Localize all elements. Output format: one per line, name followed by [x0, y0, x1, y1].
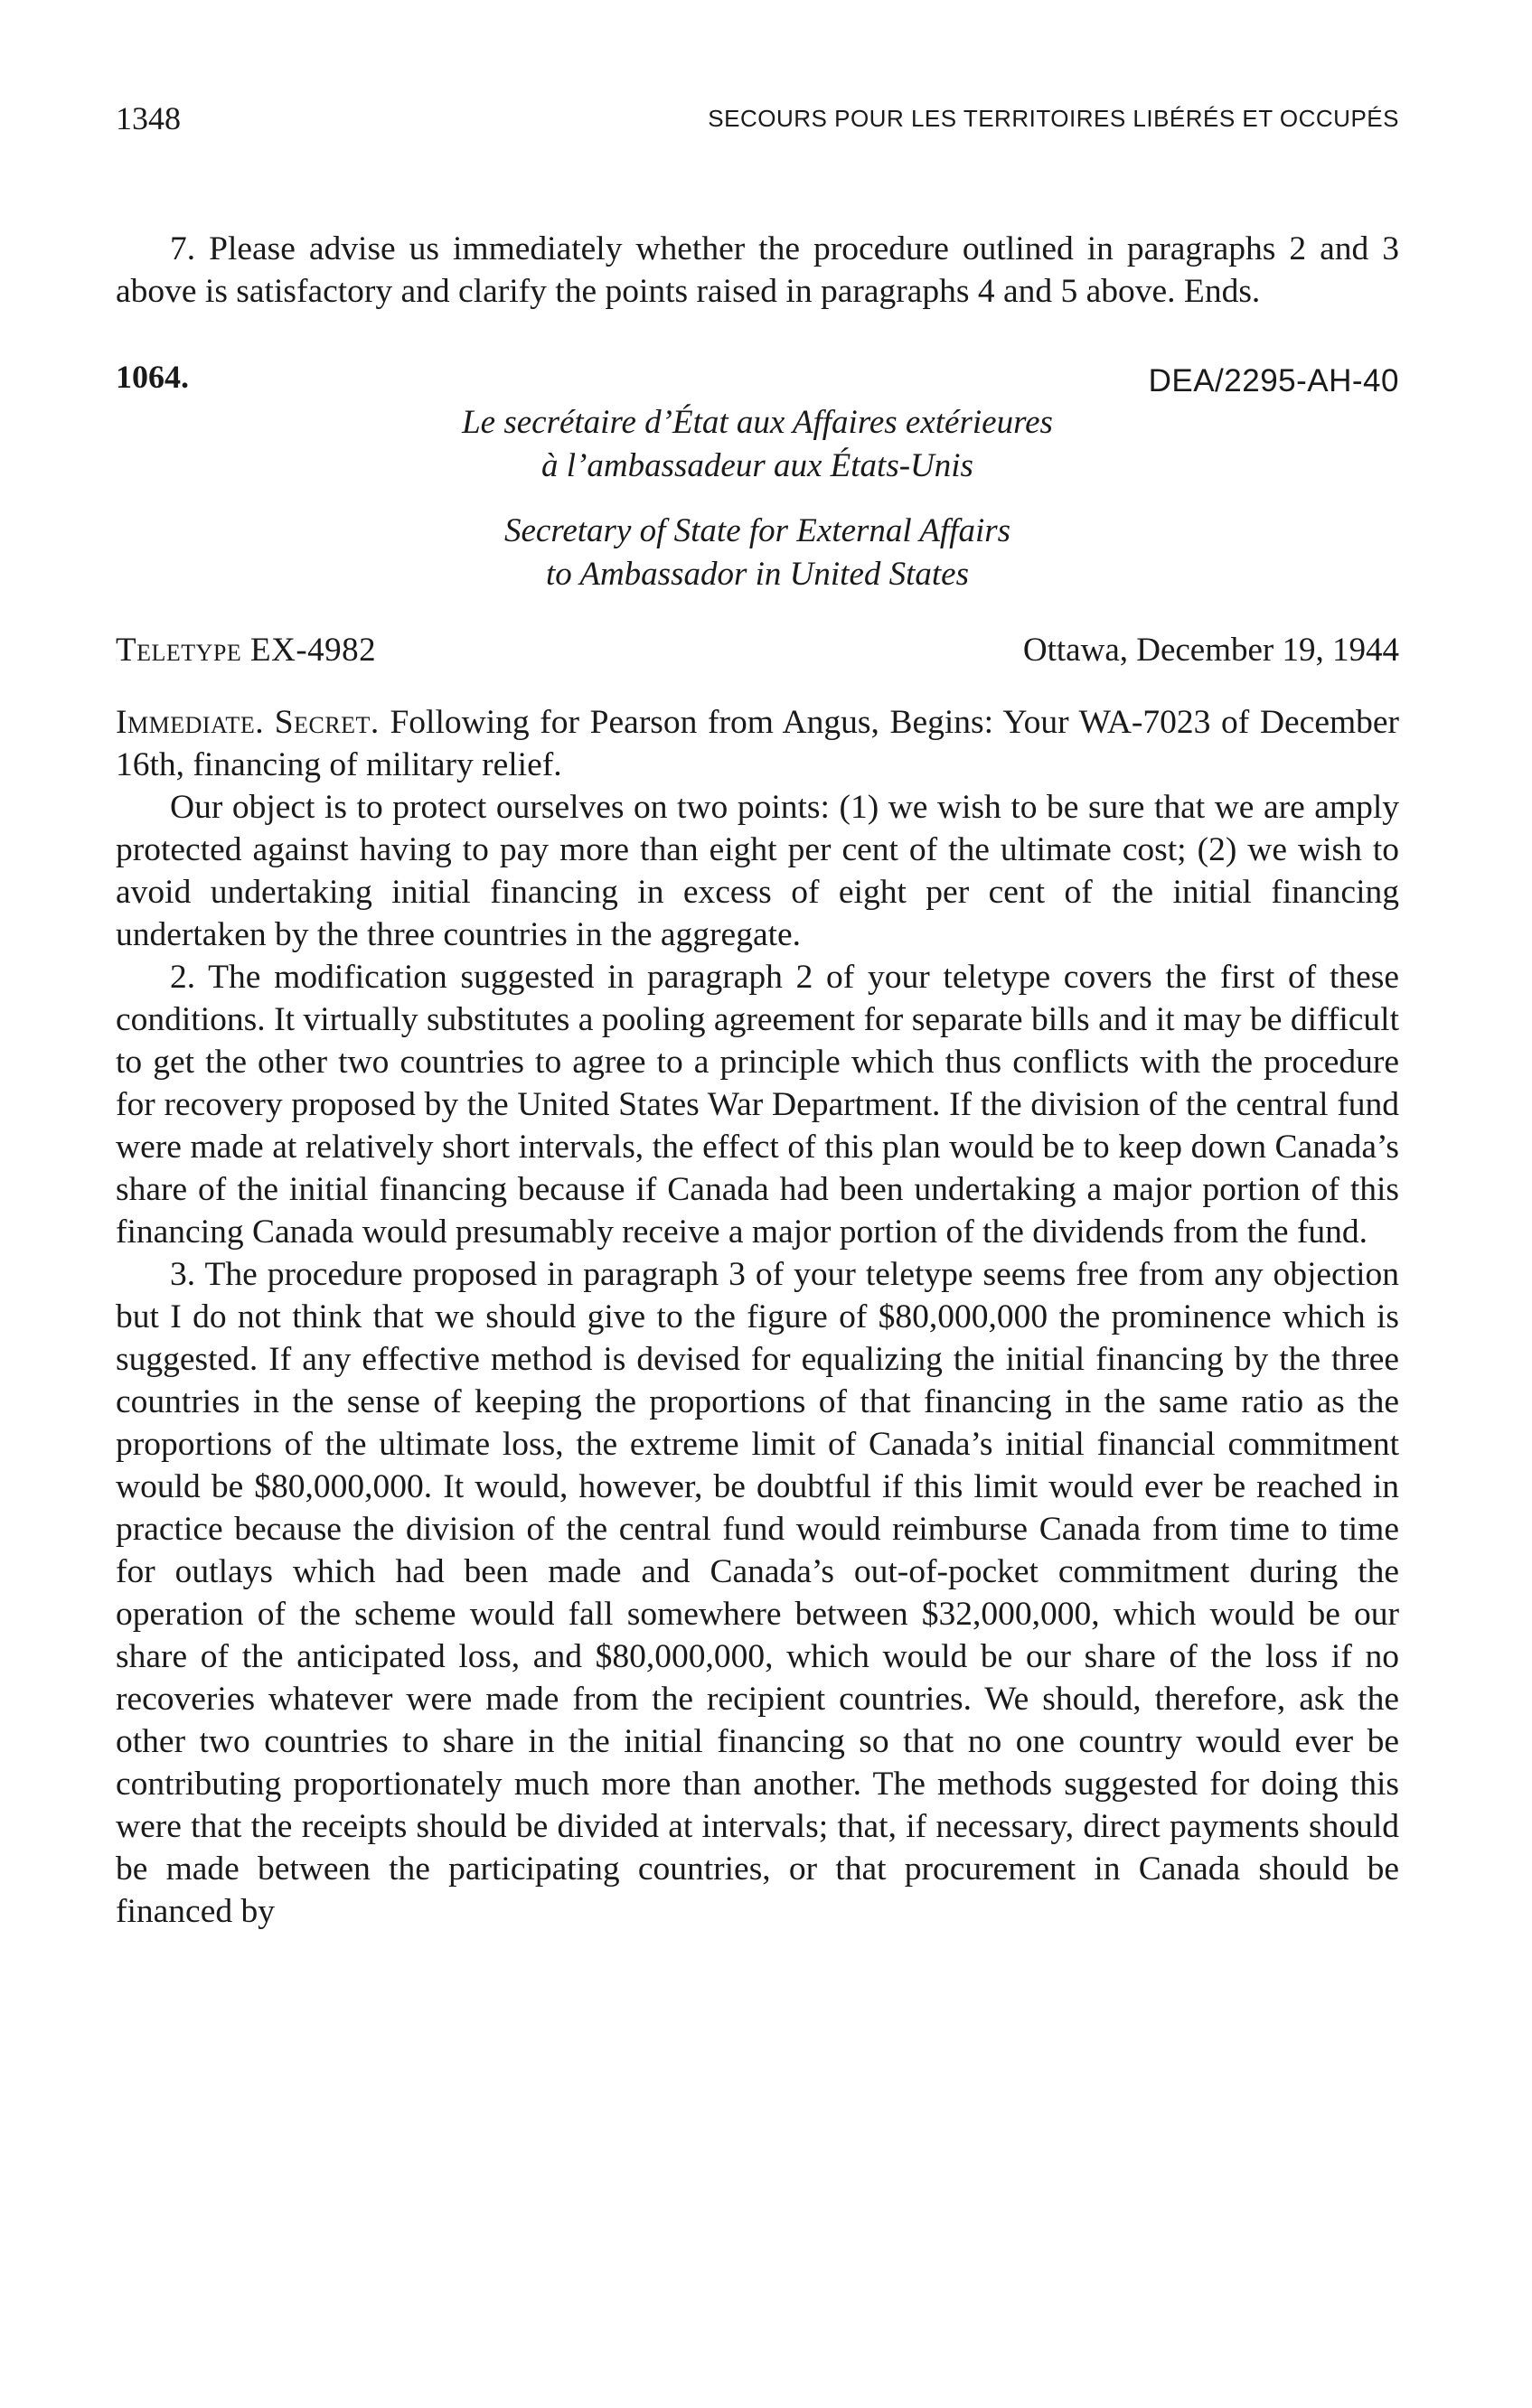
- dateline: [116, 631, 1399, 679]
- document-number: 1064.: [116, 359, 189, 395]
- page-number: 1348: [116, 100, 181, 136]
- addressee-french-line-1: Le secrétaire d’État aux Affaires extérieures: [462, 404, 1053, 441]
- paragraph-2: 2. The modification suggested in paragraph 2 of your teletype covers the first of these conditions. It virtually substitutes a pooling agreement for separate bills and it may be difficult to get the other two countries to agree to a principle which thus conflicts with the procedure for recovery proposed by the United States War Department. If the division of the central fund were made at relatively short intervals, the effect of this plan would be to keep down Canada’s share of the initial financing because if Canada had been undertaking a major portion of this financing Canada would presumably receive a major portion of the dividends from the fund.: [116, 959, 1399, 1251]
- opening-text: Following for Pearson from Angus, Begins: Your WA-7023 of December 16th, financing of military relief.: [116, 704, 1400, 783]
- paragraph-1: Our object is to protect ourselves on two points: (1) we wish to be sure that we are amply protected against having to pay more than eight per cent of the ultimate cost; (2) we wish to avoid undertaking initial financing in excess of eight per cent of the initial financing undertaken by the three countries in the aggregate.: [116, 789, 1399, 953]
- addressee-french: [116, 401, 1399, 488]
- addressee-english-line-2: to Ambassador in United States: [546, 556, 969, 593]
- addressee-english: [116, 510, 1399, 596]
- teletype-number: Teletype EX-4982: [116, 632, 377, 669]
- opening-paragraph: [116, 701, 1399, 786]
- classification-immediate: Immediate.: [116, 704, 265, 741]
- addressee-french-line-2: à l’ambassadeur aux États-Unis: [541, 447, 973, 484]
- running-head: [116, 99, 1399, 154]
- classification-secret: Secret.: [274, 704, 380, 741]
- running-title: SECOURS POUR LES TERRITOIRES LIBÉRÉS ET OCCUPÉS: [708, 105, 1399, 132]
- intro-paragraph: 7. Please advise us immediately whether the procedure outlined in paragraphs 2 and 3 above is satisfactory and clarify the points raised in paragraphs 4 and 5 above. Ends.: [116, 230, 1399, 310]
- addressee-english-line-1: Secretary of State for External Affairs: [503, 512, 1011, 549]
- document-reference: DEA/2295-AH-40: [1148, 363, 1399, 398]
- paragraph-3: 3. The procedure proposed in paragraph 3 of your teletype seems free from any objection but I do not think that we should give to the figure of $80,000,000 the prominence which is suggested. If any effective method is devised for equalizing the initial financing by the three countries in the sense of keeping the proportions of that financing in the same ratio as the proportions of the ultimate loss, the extreme limit of Canada’s initial financial commitment would be $80,000,000. It would, however, be doubtful if this limit would ever be reached in practice because the division of the central fund would reimburse Canada from time to time for outlays which had been made and Canada’s out-of-pocket commitment during the operation of the scheme would fall somewhere between $32,000,000, which would be our share of the anticipated loss, and $80,000,000, which would be our share of the loss if no recoveries whatever were made from the recipient countries. We should, therefore, ask the other two countries to share in the initial financing so that no one country would ever be contributing proportionately much more than another. The methods suggested for doing this were that the receipts should be divided at intervals; that, if necessary, direct payments should be made between the participating countries, or that procurement in Canada should be financed by: [116, 1256, 1399, 1930]
- place-and-date: Ottawa, December 19, 1944: [1022, 632, 1399, 669]
- document-heading: [116, 358, 1399, 412]
- document-page: [116, 99, 1399, 1933]
